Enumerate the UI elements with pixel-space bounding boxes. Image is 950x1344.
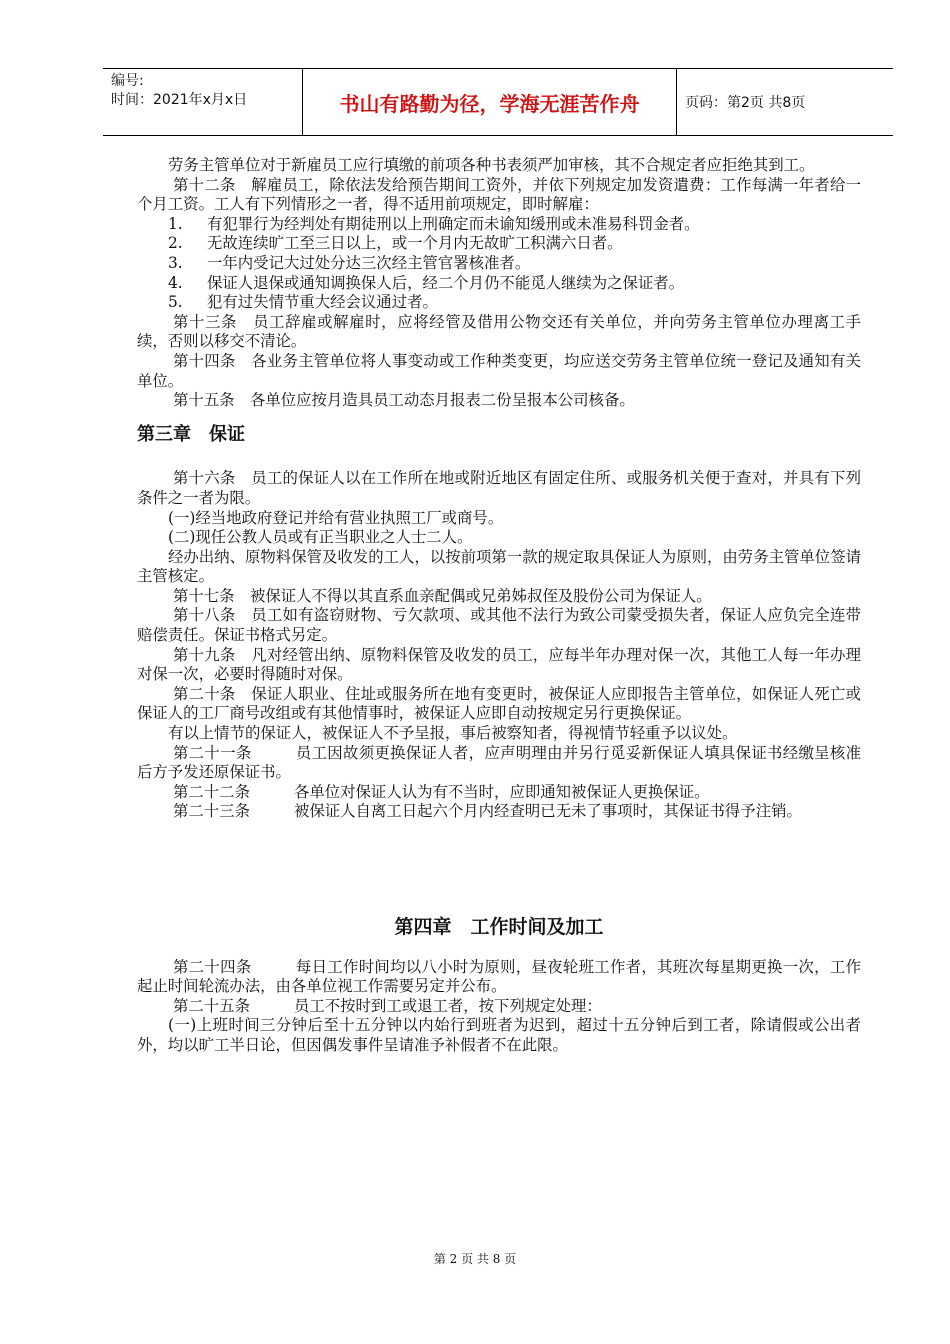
article-14: 第十四条 各业务主管单位将人事变动或工作种类变更，均应送交劳务主管单位统一登记及通知有关单位。	[137, 351, 861, 390]
article-13: 第十三条 员工辞雇或解雇时，应将经管及借用公物交还有关单位，并向劳务主管单位办理离工手续，否则以移交不清论。	[137, 312, 861, 351]
header-meta	[103, 69, 303, 135]
header-motto: 书山有路勤为径，学海无涯苦作舟	[303, 69, 677, 135]
document-time: 时间：2021年x月x日	[111, 92, 248, 108]
list-item: 1. 有犯罪行为经判处有期徒刑以上刑确定而未谕知缓刑或未准易科罚金者。	[168, 214, 700, 233]
list-item: 4. 保证人退保或通知调换保人后，经二个月仍不能觅人继续为之保证者。	[168, 273, 685, 292]
paragraph: (一)上班时间三分钟后至十五分钟以内始行到班者为迟到，超过十五分钟后到工者，除请假或公出者外，均以旷工半日论，但因偶发事件呈请准予补假者不在此限。	[137, 1016, 861, 1054]
article-25: 第二十五条 员工不按时到工或退工者，按下列规定处理：	[173, 996, 602, 1015]
article-24: 第二十四条 每日工作时间均以八小时为原则，昼夜轮班工作者，其班次每星期更换一次，工作起止时间轮流办法，由各单位视工作需要另定并公布。	[137, 957, 861, 996]
article-21: 第二十一条 员工因故须更换保证人者，应声明理由并另行觅妥新保证人填具保证书经缴呈核准后方予发还原保证书。	[137, 743, 861, 782]
header-page-info: 页码：第2页 共8页	[685, 95, 806, 111]
article-19: 第十九条 凡对经管出纳、原物料保管及收发的员工，应每半年办理对保一次，其他工人每一年办理对保一次，必要时得随时对保。	[137, 645, 861, 684]
list-item: 3. 一年内受记大过处分达三次经主管官署核准者。	[168, 253, 531, 272]
paragraph: (二)现任公教人员或有正当职业之人士二人。	[168, 528, 473, 547]
paragraph: 有以上情节的保证人，被保证人不予呈报，事后被察知者，得视情节轻重予以议处。	[168, 724, 738, 743]
list-item: 2. 无故连续旷工至三日以上，或一个月内无故旷工积满六日者。	[168, 234, 623, 253]
chapter-3-heading: 第三章 保证	[137, 423, 245, 445]
dismissal-conditions-list	[137, 215, 861, 313]
article-15: 第十五条 各单位应按月造具员工动态月报表二份呈报本公司核备。	[173, 391, 635, 410]
list-item: 5. 犯有过失情节重大经会议通过者。	[168, 293, 438, 312]
article-12: 第十二条 解雇员工，除依法发给预告期间工资外，并依下列规定加发资遣费：工作每满一年者给一个月工资。工人有下列情形之一者，得不适用前项规定，即时解雇：	[137, 175, 861, 214]
paragraph: 经办出纳、原物料保管及收发的工人，以按前项第一款的规定取具保证人为原则，由劳务主管单位签请主管核定。	[137, 547, 861, 586]
article-16: 第十六条 员工的保证人以在工作所在地或附近地区有固定住所、或服务机关便于查对，并具有下列条件之一者为限。	[137, 469, 861, 507]
page-footer: 第 2 页 共 8 页	[433, 1252, 517, 1266]
article-23: 第二十三条 被保证人自离工日起六个月内经查明已无未了事项时，其保证书得予注销。	[173, 802, 802, 821]
article-18: 第十八条 员工如有盗窃财物、亏欠款项、或其他不法行为致公司蒙受损失者，保证人应负完全连带赔偿责任。保证书格式另定。	[137, 606, 861, 645]
document-body	[137, 156, 861, 1056]
page-header	[103, 68, 893, 136]
document-number-label: 编号:	[111, 73, 144, 89]
paragraph: 劳务主管单位对于新雇员工应行填缴的前项各种书表须严加审核，其不合规定者应拒绝其到工。	[168, 156, 815, 174]
paragraph: (一)经当地政府登记并给有营业执照工厂或商号。	[168, 508, 504, 527]
chapter-4-heading: 第四章 工作时间及加工	[394, 916, 604, 938]
article-22: 第二十二条 各单位对保证人认为有不当时，应即通知被保证人更换保证。	[173, 782, 710, 801]
article-17: 第十七条 被保证人不得以其直系血亲配偶或兄弟姊叔侄及股份公司为保证人。	[173, 586, 712, 605]
article-20: 第二十条 保证人职业、住址或服务所在地有变更时，被保证人应即报告主管单位，如保证人死亡或保证人的工厂商号改组或有其他情事时，被保证人应即自动按规定另行更换保证。	[137, 684, 861, 723]
